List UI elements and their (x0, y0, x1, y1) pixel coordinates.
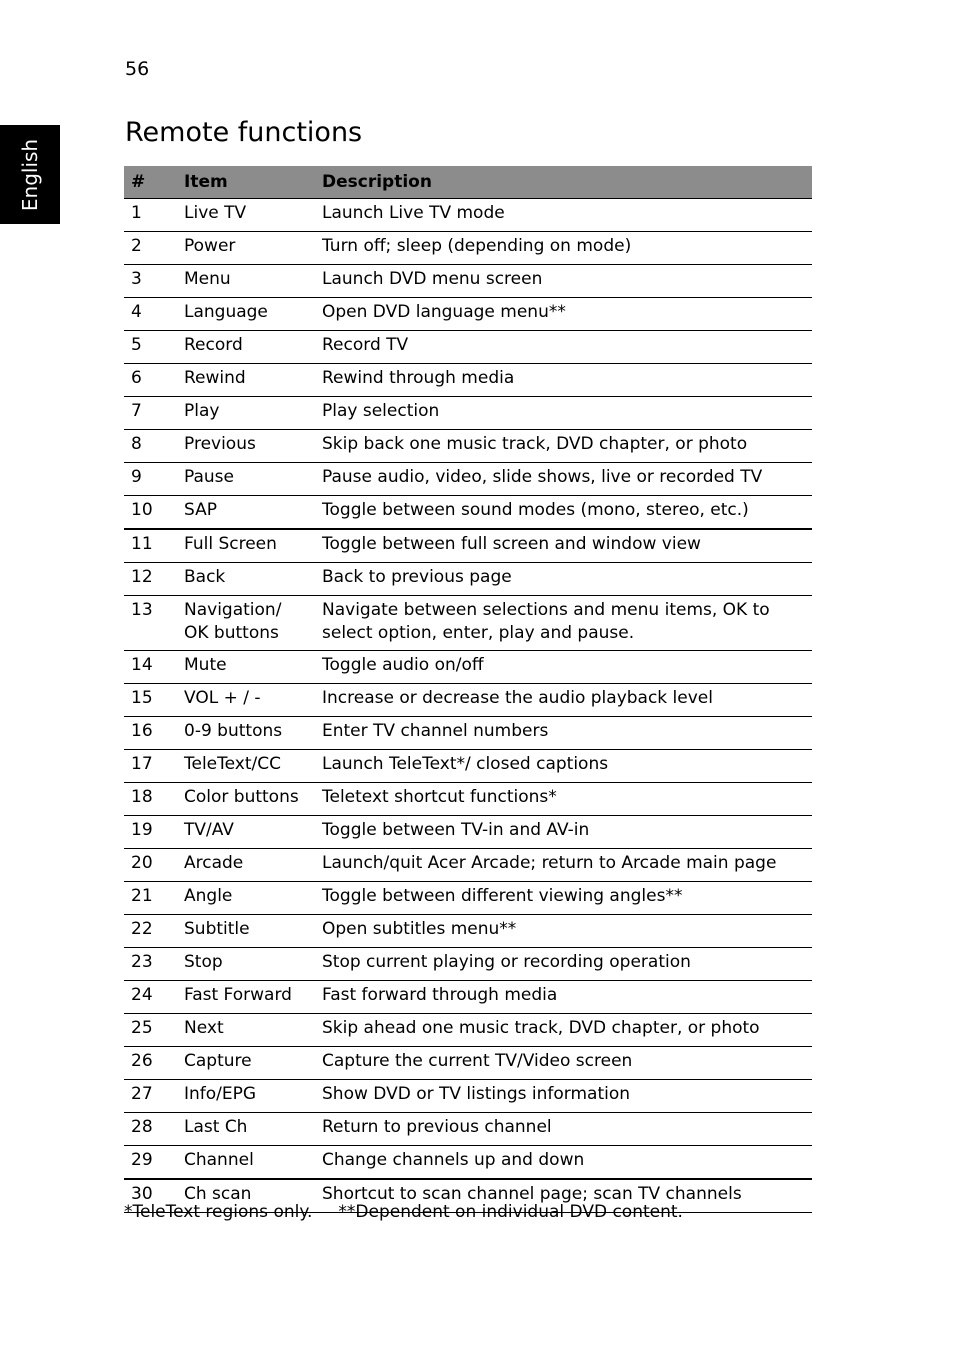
cell-number: 9 (124, 463, 178, 496)
footnotes (124, 1200, 683, 1224)
table-row (124, 1014, 812, 1047)
cell-description: Pause audio, video, slide shows, live or recorded TV (316, 463, 812, 496)
table-row (124, 1047, 812, 1080)
footnote-dvd: **Dependent on individual DVD content. (338, 1202, 683, 1222)
table-row (124, 232, 812, 265)
cell-number: 28 (124, 1113, 178, 1146)
cell-item: Menu (178, 265, 316, 298)
header-description: Description (316, 166, 812, 199)
cell-item: Next (178, 1014, 316, 1047)
table-row (124, 596, 812, 651)
cell-description: Toggle between different viewing angles** (316, 882, 812, 915)
cell-number: 13 (124, 596, 178, 651)
table-row (124, 1080, 812, 1113)
cell-description: Navigate between selections and menu items, OK to select option, enter, play and pause. (316, 596, 812, 651)
cell-description: Show DVD or TV listings information (316, 1080, 812, 1113)
cell-description: Skip back one music track, DVD chapter, or photo (316, 430, 812, 463)
cell-number: 10 (124, 496, 178, 530)
cell-item: Rewind (178, 364, 316, 397)
cell-number: 1 (124, 199, 178, 232)
cell-item: Last Ch (178, 1113, 316, 1146)
cell-item: Record (178, 331, 316, 364)
cell-number: 23 (124, 948, 178, 981)
table-row (124, 750, 812, 783)
cell-item: TV/AV (178, 816, 316, 849)
cell-number: 26 (124, 1047, 178, 1080)
table-row (124, 298, 812, 331)
table-row (124, 463, 812, 496)
table-row (124, 1113, 812, 1146)
cell-description: Back to previous page (316, 563, 812, 596)
table-row (124, 529, 812, 563)
cell-item: Fast Forward (178, 981, 316, 1014)
table-row (124, 783, 812, 816)
table-header-row (124, 166, 812, 199)
cell-number: 22 (124, 915, 178, 948)
cell-item: Capture (178, 1047, 316, 1080)
cell-item: Subtitle (178, 915, 316, 948)
cell-description: Launch/quit Acer Arcade; return to Arcade main page (316, 849, 812, 882)
cell-item: Stop (178, 948, 316, 981)
remote-functions-table (124, 166, 812, 1213)
cell-number: 21 (124, 882, 178, 915)
table-row (124, 265, 812, 298)
cell-number: 4 (124, 298, 178, 331)
table-row (124, 563, 812, 596)
table-row (124, 981, 812, 1014)
cell-number: 2 (124, 232, 178, 265)
cell-description: Stop current playing or recording operation (316, 948, 812, 981)
language-side-tab (0, 125, 60, 224)
page-number: 56 (125, 58, 150, 80)
cell-item: Mute (178, 651, 316, 684)
cell-number: 24 (124, 981, 178, 1014)
table-row (124, 816, 812, 849)
cell-item: Back (178, 563, 316, 596)
cell-item: Previous (178, 430, 316, 463)
cell-description: Turn off; sleep (depending on mode) (316, 232, 812, 265)
cell-item: Navigation/ OK buttons (178, 596, 316, 651)
cell-number: 27 (124, 1080, 178, 1113)
cell-item: Arcade (178, 849, 316, 882)
cell-number: 30 (124, 1179, 178, 1213)
table-row (124, 331, 812, 364)
cell-number: 15 (124, 684, 178, 717)
cell-description: Change channels up and down (316, 1146, 812, 1180)
cell-description: Shortcut to scan channel page; scan TV channels (316, 1179, 812, 1213)
cell-item: 0-9 buttons (178, 717, 316, 750)
table-row (124, 948, 812, 981)
cell-number: 12 (124, 563, 178, 596)
cell-description: Launch TeleText*/ closed captions (316, 750, 812, 783)
cell-number: 11 (124, 529, 178, 563)
page-title: Remote functions (125, 117, 363, 148)
cell-number: 16 (124, 717, 178, 750)
cell-item: Pause (178, 463, 316, 496)
cell-description: Rewind through media (316, 364, 812, 397)
cell-description: Increase or decrease the audio playback level (316, 684, 812, 717)
cell-number: 6 (124, 364, 178, 397)
header-number: # (124, 166, 178, 199)
table-row (124, 915, 812, 948)
cell-description: Launch Live TV mode (316, 199, 812, 232)
cell-description: Skip ahead one music track, DVD chapter, or photo (316, 1014, 812, 1047)
remote-functions-table-wrap (124, 166, 812, 1213)
cell-number: 29 (124, 1146, 178, 1180)
footnote-teletext: *TeleText regions only. (124, 1202, 313, 1222)
cell-number: 7 (124, 397, 178, 430)
cell-description: Enter TV channel numbers (316, 717, 812, 750)
header-item: Item (178, 166, 316, 199)
cell-description: Play selection (316, 397, 812, 430)
cell-item: SAP (178, 496, 316, 530)
table-row (124, 364, 812, 397)
table-row (124, 397, 812, 430)
table-row (124, 430, 812, 463)
cell-item: Angle (178, 882, 316, 915)
cell-item: Channel (178, 1146, 316, 1180)
cell-number: 17 (124, 750, 178, 783)
cell-description: Toggle between full screen and window view (316, 529, 812, 563)
cell-description: Open DVD language menu** (316, 298, 812, 331)
cell-number: 8 (124, 430, 178, 463)
table-row (124, 496, 812, 530)
cell-description: Return to previous channel (316, 1113, 812, 1146)
table-row (124, 199, 812, 232)
cell-description: Toggle audio on/off (316, 651, 812, 684)
table-row (124, 684, 812, 717)
cell-item: Ch scan (178, 1179, 316, 1213)
cell-description: Teletext shortcut functions* (316, 783, 812, 816)
cell-description: Launch DVD menu screen (316, 265, 812, 298)
cell-number: 18 (124, 783, 178, 816)
cell-item: Live TV (178, 199, 316, 232)
cell-number: 3 (124, 265, 178, 298)
cell-description: Open subtitles menu** (316, 915, 812, 948)
table-row (124, 882, 812, 915)
cell-description: Toggle between TV-in and AV-in (316, 816, 812, 849)
side-tab-label: English (18, 138, 42, 212)
cell-item: Full Screen (178, 529, 316, 563)
table-body (124, 199, 812, 1213)
cell-item: Play (178, 397, 316, 430)
cell-item: VOL + / - (178, 684, 316, 717)
cell-description: Record TV (316, 331, 812, 364)
table-row (124, 717, 812, 750)
cell-description: Capture the current TV/Video screen (316, 1047, 812, 1080)
cell-description: Toggle between sound modes (mono, stereo, etc.) (316, 496, 812, 530)
table-row (124, 651, 812, 684)
cell-description: Fast forward through media (316, 981, 812, 1014)
table-row (124, 849, 812, 882)
cell-item: Power (178, 232, 316, 265)
cell-item: TeleText/CC (178, 750, 316, 783)
cell-number: 25 (124, 1014, 178, 1047)
cell-item: Language (178, 298, 316, 331)
table-row (124, 1146, 812, 1180)
cell-number: 19 (124, 816, 178, 849)
table-header (124, 166, 812, 199)
cell-number: 5 (124, 331, 178, 364)
cell-number: 20 (124, 849, 178, 882)
cell-item: Info/EPG (178, 1080, 316, 1113)
cell-item: Color buttons (178, 783, 316, 816)
cell-number: 14 (124, 651, 178, 684)
